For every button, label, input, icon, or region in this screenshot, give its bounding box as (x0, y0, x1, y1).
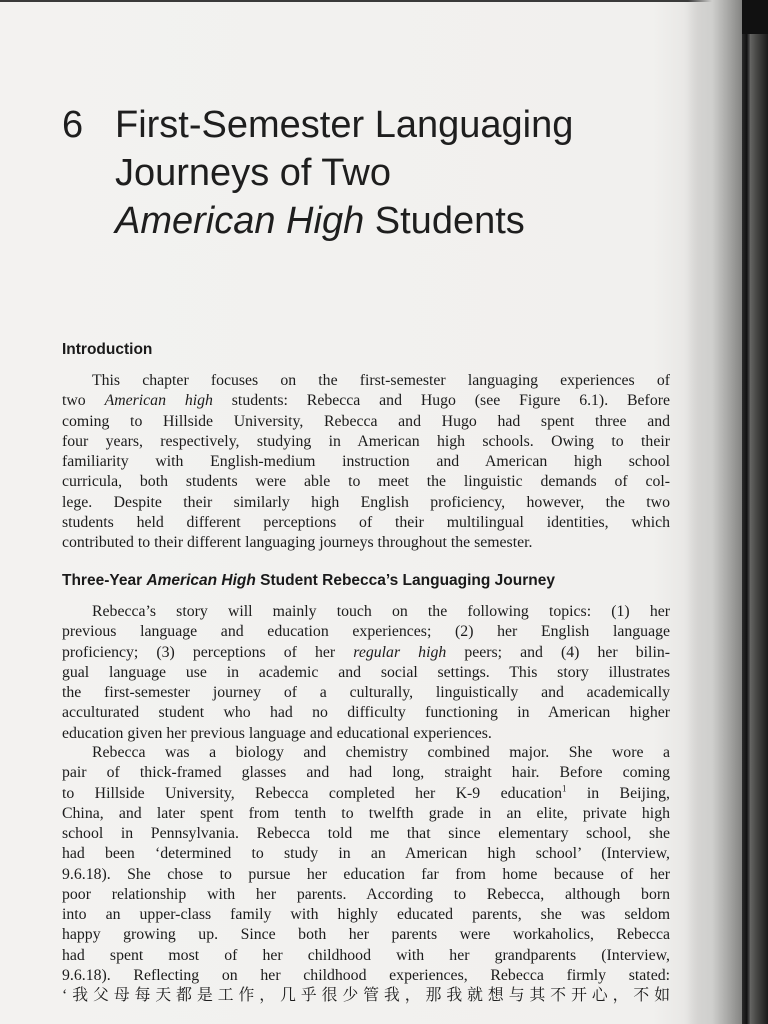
rebecca-p2-line: had been ‘determined to study in an American high school’ (Interview, (62, 845, 670, 863)
introduction-paragraph (62, 371, 670, 553)
rebecca-p2-line: Rebecca was a biology and chemistry combined major. She wore a (92, 744, 670, 761)
rebecca-p2-line: 9.6.18). She chose to pursue her education far from home because of her (62, 865, 670, 883)
rebecca-p1-line: the first-semester journey of a culturally, linguistically and academically (62, 684, 670, 701)
text-run: to Hillside University, Rebecca completed her K-9 education (62, 784, 562, 802)
chapter-title-rest: Students (364, 200, 525, 242)
text-run: in Beijing, (566, 784, 670, 802)
rebecca-p2-line: ‘我父母每天都是工作，几乎很少管我，那我就想与其不开心，不如 (62, 987, 670, 1004)
book-spine-shadow (688, 0, 768, 1024)
footnote-marker: 1 (562, 783, 567, 794)
chapter-title-line-1: First-Semester Languaging (115, 104, 574, 146)
intro-line: lege. Despite their similarly high English proficiency, however, the two (62, 493, 670, 511)
intro-line: This chapter focuses on the first-semester languaging experiences of (92, 372, 670, 389)
chapter-number: 6 (62, 104, 84, 146)
rebecca-paragraph-1 (62, 602, 670, 744)
intro-line: contributed to their different languaging journeys throughout the semester. (62, 534, 533, 551)
text-run: students: Rebecca and Hugo (see Figure 6.1). Before (212, 392, 670, 410)
rebecca-paragraph-2 (62, 743, 670, 1006)
intro-line: four years, respectively, studying in American high schools. Owing to their (62, 432, 670, 450)
rebecca-heading-post: Student Rebecca’s Languaging Journey (255, 572, 555, 589)
page-corner (742, 0, 768, 34)
text-run: proficiency; (3) perceptions of her (62, 643, 354, 661)
rebecca-heading-pre: Three-Year (62, 572, 147, 589)
introduction-heading: Introduction (62, 341, 153, 358)
rebecca-p1-line: acculturated student who had no difficulty functioning in American higher (62, 704, 670, 722)
rebecca-p2-line: into an upper-class family with highly educated parents, she was seldom (62, 906, 670, 923)
rebecca-heading-italic: American High (146, 572, 256, 589)
rebecca-p2-line: poor relationship with her parents. According to Rebecca, although born (62, 885, 670, 903)
rebecca-p2-line: happy growing up. Since both her parents were workaholics, Rebecca (62, 926, 670, 944)
italic-term: regular high (353, 643, 447, 661)
chapter-title-line-3 (115, 197, 525, 245)
rebecca-p1-line: education given her previous language and educational experiences. (62, 724, 492, 742)
intro-line: coming to Hillside University, Rebecca and Hugo had spent three and (62, 412, 670, 430)
rebecca-p2-line (62, 784, 670, 804)
text-run: peers; and (4) her bilin- (446, 643, 670, 661)
chapter-title-line-2: Journeys of Two (115, 152, 392, 194)
rebecca-p2-line: pair of thick-framed glasses and had long, straight hair. Before coming (62, 764, 670, 782)
text-run: two (62, 392, 105, 410)
rebecca-p1-line (62, 643, 670, 663)
rebecca-p1-line: gual language use in academic and social settings. This story illustrates (62, 663, 670, 681)
top-edge-line (0, 0, 768, 2)
rebecca-p1-line: previous language and education experiences; (2) her English language (62, 623, 670, 641)
book-spine-edge (742, 0, 750, 1024)
rebecca-p2-line: had spent most of her childhood with her grandparents (Interview, (62, 946, 670, 964)
intro-line: students held different perceptions of their multilingual identities, which (62, 513, 670, 531)
rebecca-p2-line: school in Pennsylvania. Rebecca told me that since elementary school, she (62, 825, 670, 842)
rebecca-section-heading (62, 571, 555, 591)
rebecca-p1-line: Rebecca’s story will mainly touch on the following topics: (1) her (92, 603, 670, 620)
intro-line: familiarity with English-medium instruction and American high school (62, 453, 670, 470)
rebecca-p2-line: 9.6.18). Reflecting on her childhood experiences, Rebecca firmly stated: (62, 966, 670, 984)
intro-line: curricula, both students were able to meet the linguistic demands of col- (62, 473, 670, 491)
rebecca-p2-line: China, and later spent from tenth to twelfth grade in an elite, private high (62, 804, 670, 822)
chapter-title-italic: American High (115, 200, 365, 242)
intro-line (62, 391, 670, 411)
italic-term: American high (104, 392, 213, 410)
